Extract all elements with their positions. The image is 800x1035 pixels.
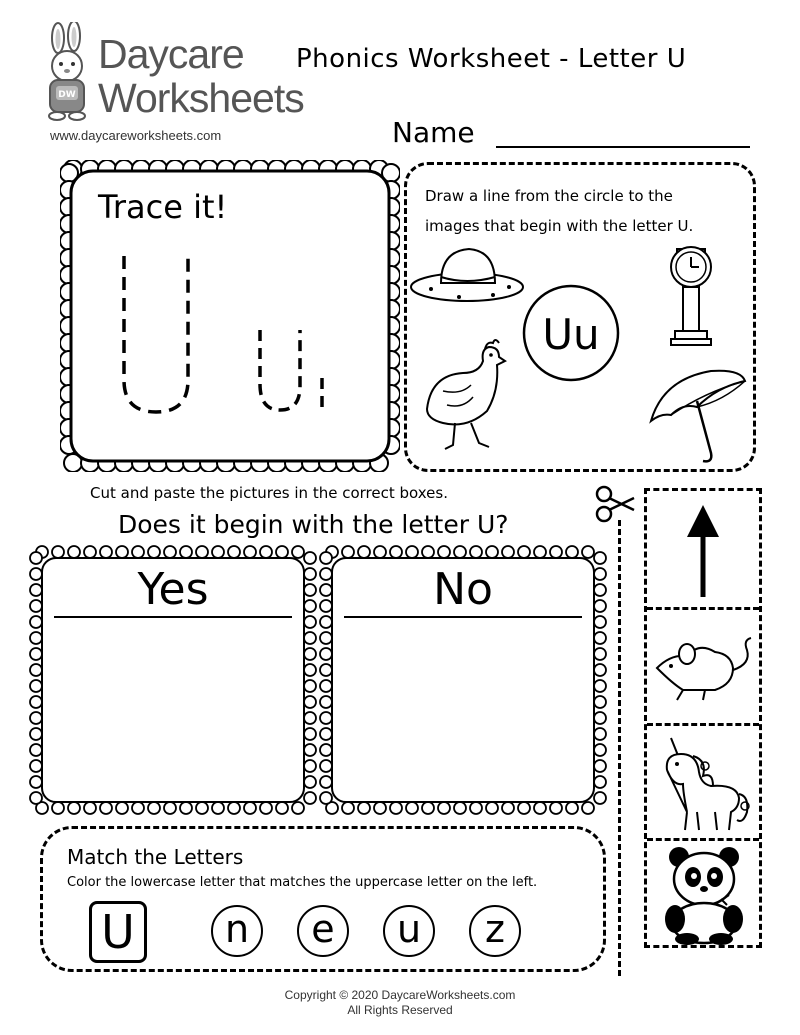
match-instruction: Color the lowercase letter that matches the uppercase letter on the left.: [67, 875, 538, 890]
panda-icon: [659, 843, 749, 945]
name-label: Name: [392, 116, 475, 149]
letter-option[interactable]: [211, 905, 263, 957]
letter-circle-text: Uu: [542, 310, 600, 359]
hen-icon: [427, 340, 505, 449]
up-arrow-icon: [677, 501, 729, 599]
logo: [40, 22, 304, 122]
copyright: Copyright © 2020 DaycareWorksheets.com: [284, 988, 516, 1002]
website-url: www.daycareworksheets.com: [50, 128, 222, 143]
yes-label: Yes: [137, 564, 209, 615]
rights: All Rights Reserved: [347, 1003, 453, 1017]
cut-line: [618, 520, 621, 976]
draw-line-panel: [404, 162, 756, 472]
draw-instruction-line2: images that begin with the letter U.: [425, 217, 694, 235]
uppercase-letter: U: [101, 905, 135, 959]
sort-instruction: Cut and paste the pictures in the correct boxes.: [90, 484, 448, 502]
trace-panel: [60, 160, 400, 472]
yes-divider: [54, 616, 292, 618]
hat-icon: [411, 249, 523, 301]
letter-option[interactable]: [297, 905, 349, 957]
letter-option-text: z: [485, 907, 505, 951]
cut-cell-3[interactable]: [647, 726, 759, 841]
scissors-icon: [594, 484, 640, 524]
cut-cell-1[interactable]: [647, 491, 759, 610]
unicorn-icon: [657, 732, 751, 832]
no-box[interactable]: [318, 544, 608, 816]
name-line: [496, 146, 750, 148]
lowercase-u-trace: [260, 330, 322, 414]
umbrella-icon: [651, 371, 745, 462]
uppercase-letter-box: [89, 901, 147, 963]
logo-word-daycare: Daycare: [98, 31, 244, 77]
bunny-mascot-icon: [40, 22, 102, 122]
draw-instruction-line1: Draw a line from the circle to the: [425, 187, 673, 205]
draw-pictures: [407, 165, 759, 475]
cut-strip: [644, 488, 762, 948]
cut-cell-4[interactable]: [647, 841, 759, 945]
letter-option-text: u: [396, 907, 422, 951]
match-panel: [40, 826, 606, 972]
letter-option-text: e: [311, 907, 335, 951]
uppercase-u-trace: [124, 256, 188, 412]
no-label: No: [433, 564, 493, 615]
letter-option[interactable]: [383, 905, 435, 957]
page-title: Phonics Worksheet - Letter U: [296, 44, 687, 74]
trace-heading: Trace it!: [98, 188, 228, 226]
trace-letters: [60, 160, 400, 472]
logo-badge: DW: [58, 90, 76, 100]
mouse-icon: [653, 628, 757, 708]
sort-question: Does it begin with the letter U?: [118, 510, 509, 539]
cut-cell-2[interactable]: [647, 610, 759, 726]
footer: [0, 988, 800, 1018]
no-divider: [344, 616, 582, 618]
letter-option[interactable]: [469, 905, 521, 957]
letter-option-text: n: [224, 907, 250, 951]
clock-icon: [671, 247, 711, 345]
yes-box[interactable]: [28, 544, 318, 816]
match-heading: Match the Letters: [67, 845, 244, 869]
logo-word-worksheets: Worksheets: [98, 75, 304, 121]
